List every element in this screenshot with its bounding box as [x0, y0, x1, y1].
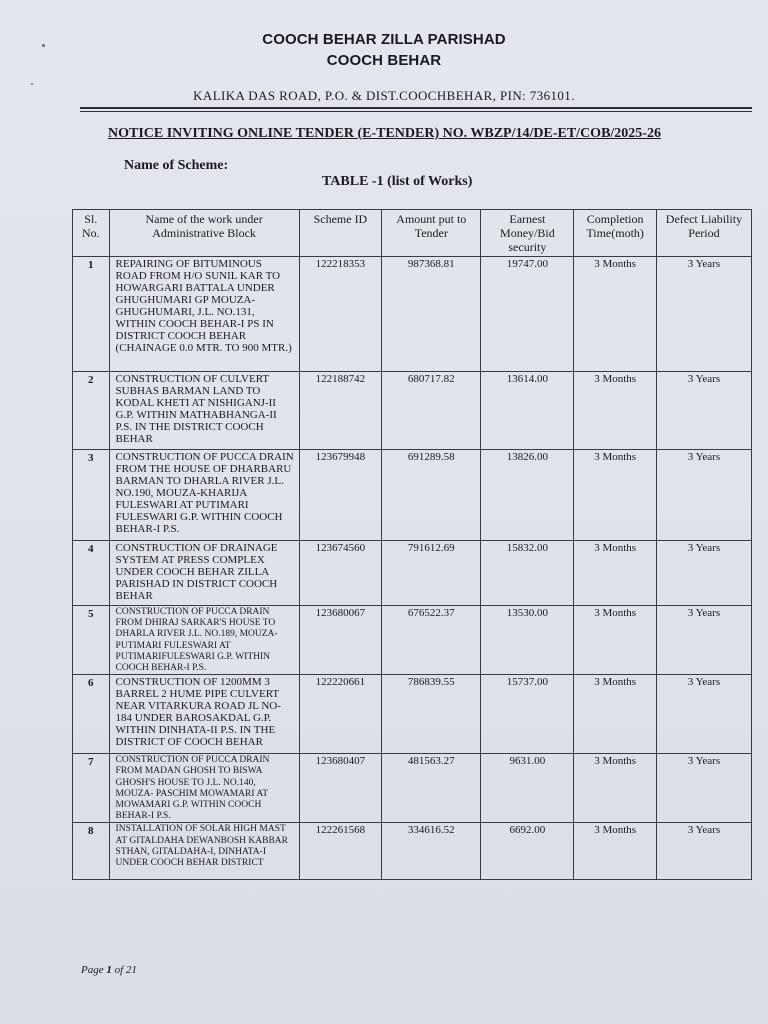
cell-emd: 6692.00	[481, 823, 574, 880]
header-rule	[80, 107, 752, 109]
page-total: 21	[125, 964, 137, 976]
header-name: Name of the work under Administrative Block	[109, 210, 299, 257]
table-row	[73, 823, 752, 880]
cell-defect: 3 Years	[656, 257, 751, 372]
cell-amount: 786839.55	[382, 675, 481, 754]
cell-name: INSTALLATION OF SOLAR HIGH MAST AT GITALDAHA DEWANBOSH KABBAR STHAN, GITALDAHA-I, DINHATA-I UNDER COOCH BEHAR DISTRICT	[109, 823, 299, 880]
cell-completion: 3 Months	[574, 754, 657, 823]
cell-emd: 13530.00	[481, 606, 574, 675]
table-row	[73, 675, 752, 754]
table-title: TABLE -1 (list of Works)	[322, 174, 473, 189]
page-of: of	[111, 964, 126, 976]
scheme-label: Name of Scheme:	[124, 158, 229, 173]
table-row	[73, 606, 752, 675]
cell-name: CONSTRUCTION OF PUCCA DRAIN FROM THE HOUSE OF DHARBARU BARMAN TO DHARLA RIVER J.L. NO.190, MOUZA-KHARIJA FULESWARI AT PUTIMARI FULESWARI G.P. WITHIN COOCH BEHAR-I P.S.	[109, 450, 299, 541]
cell-scheme-id: 122218353	[299, 257, 382, 372]
cell-emd: 13614.00	[481, 372, 574, 450]
cell-completion: 3 Months	[574, 541, 657, 606]
cell-amount: 680717.82	[382, 372, 481, 450]
org-city: COOCH BEHAR	[326, 52, 442, 69]
cell-emd: 19747.00	[481, 257, 574, 372]
header-emd: Earnest Money/Bid security	[481, 210, 574, 257]
cell-sl: 6	[73, 675, 110, 754]
table-row	[73, 372, 752, 450]
cell-defect: 3 Years	[656, 606, 751, 675]
cell-emd: 13826.00	[481, 450, 574, 541]
cell-sl: 2	[73, 372, 110, 450]
cell-amount: 691289.58	[382, 450, 481, 541]
org-name: COOCH BEHAR ZILLA PARISHAD	[262, 31, 506, 48]
page-number	[81, 964, 137, 976]
cell-defect: 3 Years	[656, 754, 751, 823]
cell-defect: 3 Years	[656, 541, 751, 606]
cell-completion: 3 Months	[574, 450, 657, 541]
cell-emd: 15737.00	[481, 675, 574, 754]
cell-emd: 9631.00	[481, 754, 574, 823]
cell-name: CONSTRUCTION OF 1200MM 3 BARREL 2 HUME PIPE CULVERT NEAR VITARKURA ROAD JL NO-184 UNDER BAROSAKDAL G.P. WITHIN DINHATA-II P.S. IN THE DISTRICT OF COOCH BEHAR	[109, 675, 299, 754]
cell-sl: 4	[73, 541, 110, 606]
cell-amount: 791612.69	[382, 541, 481, 606]
table-header-row	[73, 210, 752, 257]
header-rule-thin	[80, 111, 752, 112]
cell-sl: 7	[73, 754, 110, 823]
cell-name: REPAIRING OF BITUMINOUS ROAD FROM H/O SUNIL KAR TO HOWARGARI BATTALA UNDER GHUGHUMARI GP MOUZA-GHUGHUMARI, J.L. NO.131, WITHIN COOCH BEHAR-I PS IN DISTRICT COOCH BEHAR (CHAINAGE 0.0 MTR. TO 900 MTR.)	[109, 257, 299, 372]
cell-name: CONSTRUCTION OF PUCCA DRAIN FROM DHIRAJ SARKAR'S HOUSE TO DHARLA RIVER J.L. NO.189, MOUZA-PUTIMARI FULESWARI AT PUTIMARIFULESWARI G.P. WITHIN COOCH BEHAR-I P.S.	[109, 606, 299, 675]
cell-scheme-id: 123679948	[299, 450, 382, 541]
cell-defect: 3 Years	[656, 675, 751, 754]
cell-completion: 3 Months	[574, 823, 657, 880]
header-scheme-id: Scheme ID	[299, 210, 382, 257]
cell-completion: 3 Months	[574, 675, 657, 754]
cell-completion: 3 Months	[574, 257, 657, 372]
cell-scheme-id: 123680407	[299, 754, 382, 823]
page-current: 1	[106, 964, 112, 976]
header-defect: Defect Liability Period	[656, 210, 751, 257]
cell-amount: 481563.27	[382, 754, 481, 823]
header-sl: Sl. No.	[73, 210, 110, 257]
org-address: KALIKA DAS ROAD, P.O. & DIST.COOCHBEHAR, PIN: 736101.	[193, 88, 575, 103]
cell-sl: 5	[73, 606, 110, 675]
cell-amount: 676522.37	[382, 606, 481, 675]
cell-sl: 8	[73, 823, 110, 880]
table-row	[73, 754, 752, 823]
cell-name: CONSTRUCTION OF CULVERT SUBHAS BARMAN LAND TO KODAL KHETI AT NISHIGANJ-II G.P. WITHIN MATHABHANGA-II P.S. IN THE DISTRICT COOCH BEHAR	[109, 372, 299, 450]
header-completion: Completion Time(moth)	[574, 210, 657, 257]
table-row	[73, 257, 752, 372]
cell-scheme-id: 122220661	[299, 675, 382, 754]
cell-completion: 3 Months	[574, 606, 657, 675]
cell-scheme-id: 123674560	[299, 541, 382, 606]
cell-scheme-id: 122261568	[299, 823, 382, 880]
cell-defect: 3 Years	[656, 450, 751, 541]
cell-completion: 3 Months	[574, 372, 657, 450]
cell-sl: 3	[73, 450, 110, 541]
header-amount: Amount put to Tender	[382, 210, 481, 257]
cell-emd: 15832.00	[481, 541, 574, 606]
cell-defect: 3 Years	[656, 372, 751, 450]
cell-scheme-id: 122188742	[299, 372, 382, 450]
cell-amount: 987368.81	[382, 257, 481, 372]
cell-name: CONSTRUCTION OF DRAINAGE SYSTEM AT PRESS COMPLEX UNDER COOCH BEHAR ZILLA PARISHAD IN DISTRICT COOCH BEHAR	[109, 541, 299, 606]
page-prefix: Page	[81, 964, 107, 976]
table-row	[73, 450, 752, 541]
works-table	[72, 209, 752, 880]
cell-sl: 1	[73, 257, 110, 372]
notice-title: NOTICE INVITING ONLINE TENDER (E-TENDER) NO. WBZP/14/DE-ET/COB/2025-26	[108, 126, 661, 141]
cell-name: CONSTRUCTION OF PUCCA DRAIN FROM MADAN GHOSH TO BISWA GHOSH'S HOUSE TO J.L. NO.140, MOUZA- PASCHIM MOWAMARI AT MOWAMARI G.P. WITHIN COOCH BEHAR-I P.S.	[109, 754, 299, 823]
cell-amount: 334616.52	[382, 823, 481, 880]
table-row	[73, 541, 752, 606]
cell-scheme-id: 123680067	[299, 606, 382, 675]
scan-speck	[31, 83, 33, 85]
cell-defect: 3 Years	[656, 823, 751, 880]
